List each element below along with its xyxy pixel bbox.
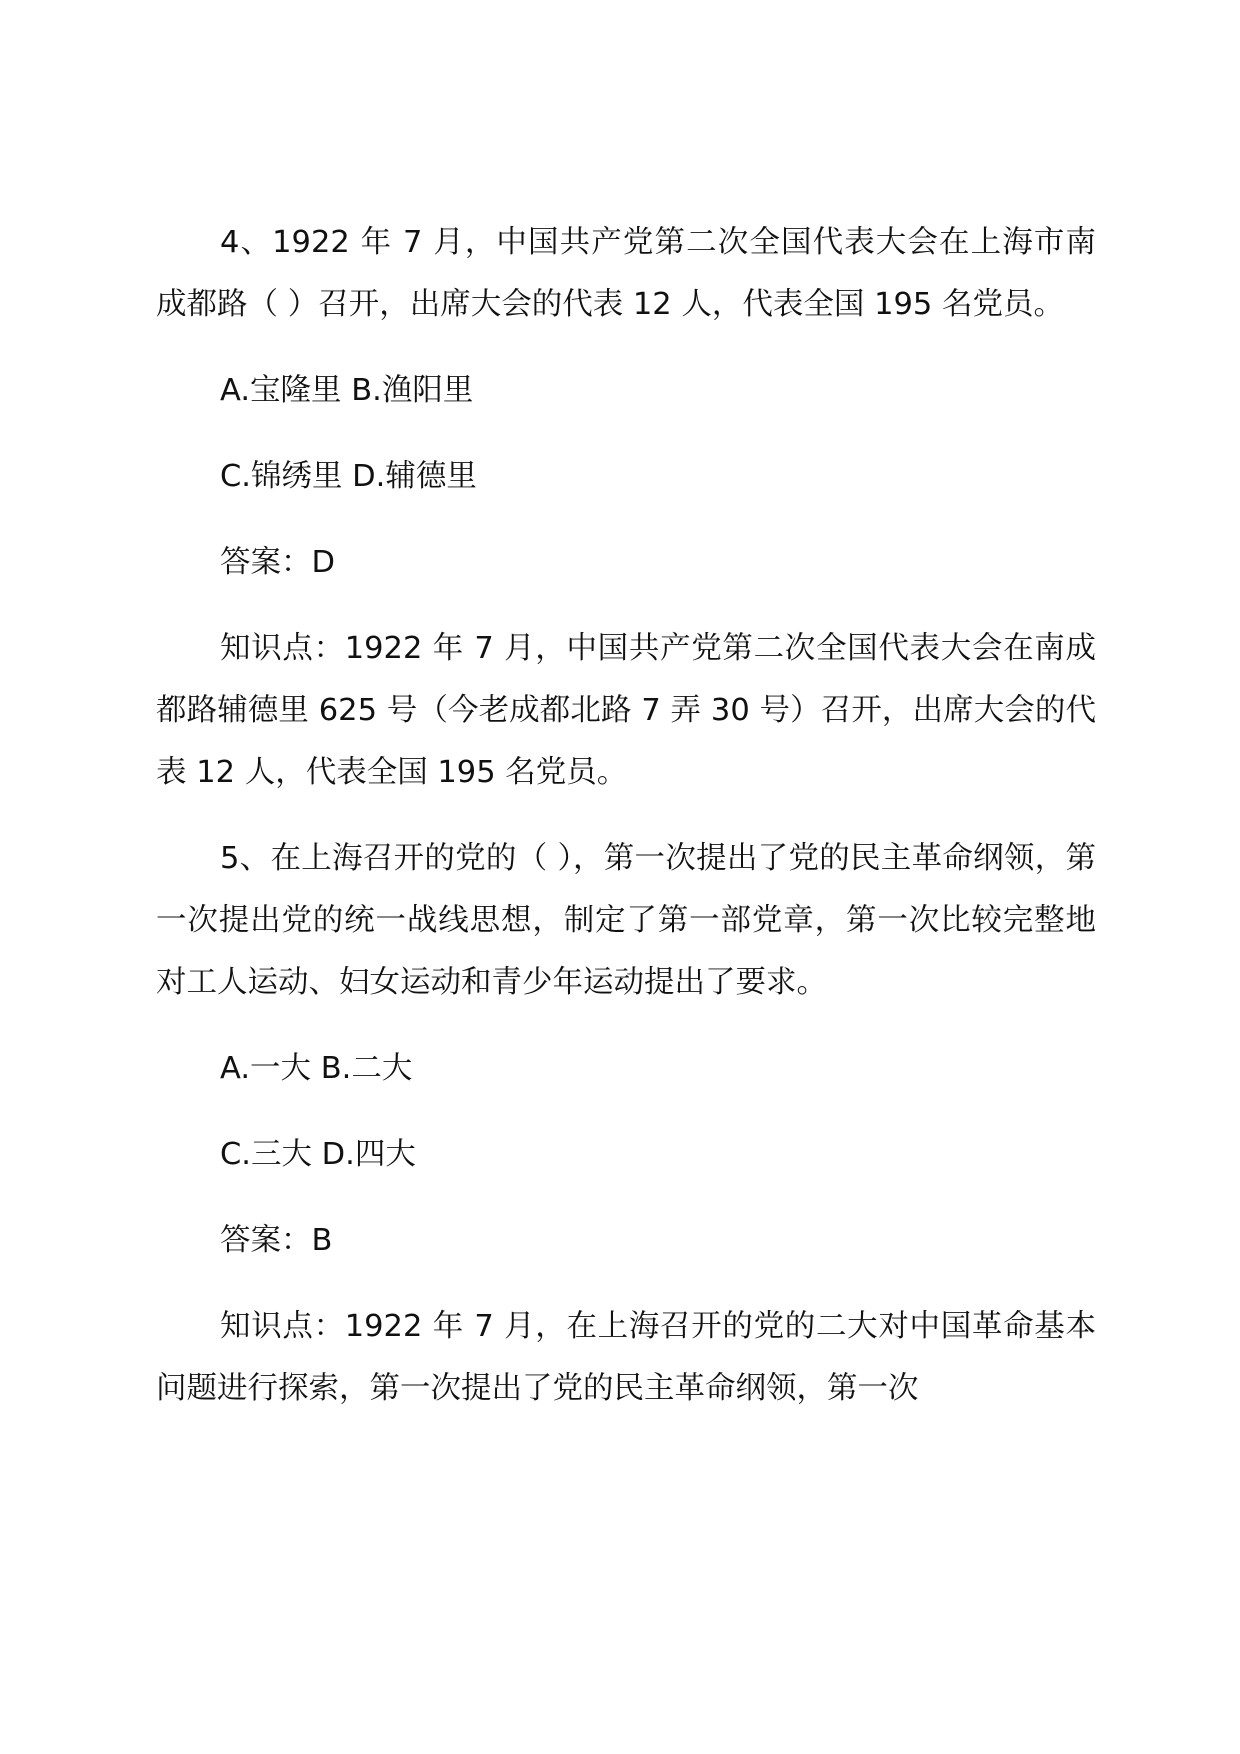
question-4-options-ab: A.宝隆里 B.渔阳里 <box>220 373 474 408</box>
question-5-answer: 答案：B <box>220 1223 333 1258</box>
question-4-knowledge-point: 知识点：1922 年 7 月，中国共产党第二次全国代表大会在南成都路辅德里 625 号（今老成都北路 7 弄 30 号）召开，出席大会的代表 12 人，代表全国 195 名党员。 <box>156 631 1096 790</box>
question-5-text: 5、在上海召开的党的（ ），第一次提出了党的民主革命纲领，第一次提出党的统一战线思想，制定了第一部党章，第一次比较完整地对工人运动、妇女运动和青少年运动提出了要求。 <box>156 841 1096 1000</box>
document-body <box>156 212 1096 1420</box>
question-4-answer: 答案：D <box>220 545 335 580</box>
question-5-knowledge-point: 知识点：1922 年 7 月，在上海召开的党的二大对中国革命基本问题进行探索，第一次提出了党的民主革命纲领，第一次 <box>156 1309 1096 1406</box>
question-4-options-cd: C.锦绣里 D.辅德里 <box>220 459 477 494</box>
question-4-text: 4、1922 年 7 月，中国共产党第二次全国代表大会在上海市南成都路（ ）召开，出席大会的代表 12 人，代表全国 195 名党员。 <box>156 225 1096 322</box>
question-5-options-ab: A.一大 B.二大 <box>220 1051 413 1086</box>
question-5-options-cd: C.三大 D.四大 <box>220 1137 416 1172</box>
